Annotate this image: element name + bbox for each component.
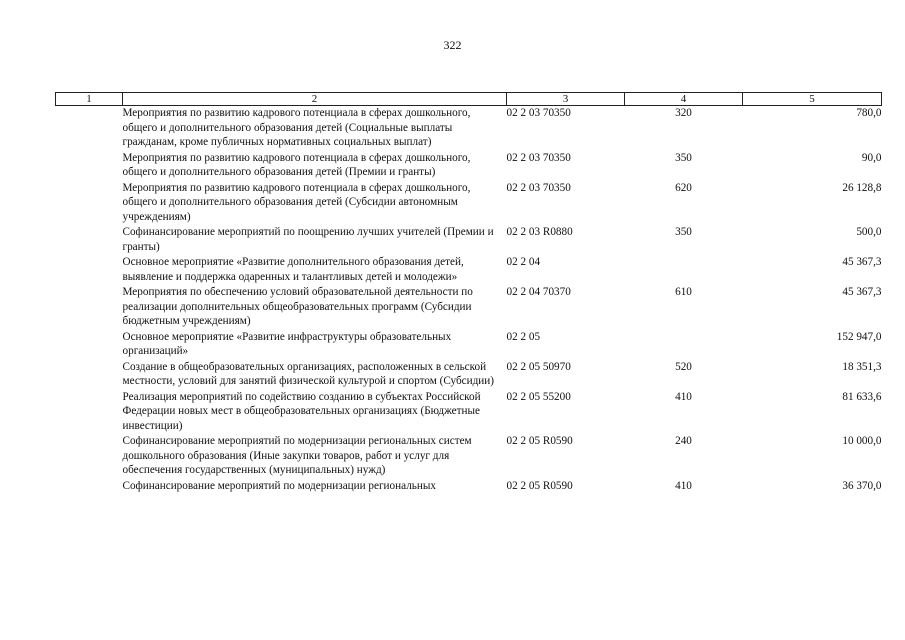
budget-table [55, 92, 882, 494]
table-row [56, 181, 882, 226]
row-amount: 780,0 [856, 107, 882, 119]
row-index-cell [56, 434, 123, 479]
row-index-cell [56, 106, 123, 151]
table-row [56, 285, 882, 330]
table-row [56, 434, 882, 479]
row-amount: 500,0 [856, 226, 882, 238]
row-name: Софинансирование мероприятий по поощрению лучших учителей (Премии и гранты) [122, 226, 494, 253]
row-amount: 90,0 [861, 151, 882, 164]
header-row [56, 93, 882, 106]
row-name: Мероприятия по развитию кадрового потенциала в сферах дошкольного, общего и дополнительного образования детей (Премии и гранты) [122, 151, 471, 178]
row-index-cell [56, 360, 123, 390]
header-col-4: 4 [625, 93, 743, 106]
row-type: 620 [675, 181, 692, 194]
row-type: 320 [675, 107, 692, 119]
row-code: 02 2 03 70350 [506, 151, 571, 164]
row-index-cell [56, 181, 123, 226]
row-index-cell [56, 225, 123, 255]
row-type: 520 [675, 360, 692, 373]
row-code: 02 2 03 70350 [506, 181, 571, 194]
row-name: Мероприятия по развитию кадрового потенциала в сферах дошкольного, общего и дополнительного образования детей (Субсидии автономным учреждениям) [122, 181, 471, 223]
row-type: 350 [675, 226, 692, 238]
row-type: 410 [675, 479, 692, 492]
row-index-cell [56, 151, 123, 181]
row-name: Основное мероприятие «Развитие инфраструктуры образовательных организаций» [122, 330, 452, 357]
table-row [56, 106, 882, 151]
row-type [625, 330, 743, 360]
row-type: 410 [675, 390, 692, 403]
row-amount: 152 947,0 [836, 330, 882, 343]
header-col-1: 1 [56, 93, 123, 106]
page-number: 322 [443, 38, 462, 52]
row-index-cell [56, 330, 123, 360]
row-type: 610 [675, 286, 692, 298]
row-index-cell [56, 285, 123, 330]
row-amount: 45 367,3 [842, 286, 882, 298]
row-type [625, 255, 743, 285]
row-index-cell [56, 255, 123, 285]
header-col-5: 5 [743, 93, 882, 106]
row-amount: 45 367,3 [842, 256, 882, 268]
row-code: 02 2 03 70350 [506, 107, 571, 119]
row-name: Реализация мероприятий по содействию созданию в субъектах Российской Федерации новых мест в общеобразовательных организациях (Бюджетные инвестиции) [122, 390, 481, 432]
row-type: 240 [675, 435, 692, 447]
row-amount: 10 000,0 [842, 435, 882, 447]
row-name: Софинансирование мероприятий по модернизации региональных [122, 479, 436, 492]
row-amount: 18 351,3 [842, 360, 882, 373]
table-row [56, 479, 882, 495]
row-code: 02 2 04 [506, 256, 541, 268]
row-name: Основное мероприятие «Развитие дополнительного образования детей, выявление и поддержка одаренных и талантливых детей и молодежи» [122, 256, 464, 283]
row-code: 02 2 03 R0880 [506, 226, 573, 238]
row-code: 02 2 05 R0590 [506, 479, 573, 492]
row-amount: 81 633,6 [842, 390, 882, 403]
row-type: 350 [675, 151, 692, 164]
table-row [56, 255, 882, 285]
row-name: Создание в общеобразовательных организациях, расположенных в сельской местности, условий для занятий физической культурой и спортом (Субсидии) [122, 360, 494, 387]
table-row [56, 360, 882, 390]
row-code: 02 2 04 70370 [506, 286, 571, 298]
table-row [56, 151, 882, 181]
row-code: 02 2 05 50970 [506, 360, 571, 373]
table-row [56, 225, 882, 255]
table-row [56, 390, 882, 435]
header-col-3: 3 [507, 93, 625, 106]
row-index-cell [56, 390, 123, 435]
row-index-cell [56, 479, 123, 495]
row-amount: 26 128,8 [842, 181, 882, 194]
row-code: 02 2 05 R0590 [506, 435, 573, 447]
header-col-2: 2 [123, 93, 507, 106]
table-row [56, 330, 882, 360]
row-amount: 36 370,0 [842, 479, 882, 492]
row-code: 02 2 05 [506, 330, 541, 343]
row-name: Софинансирование мероприятий по модернизации региональных систем дошкольного образования (Иные закупки товаров, работ и услуг для обеспечения государственных (муниципальных) нужд) [122, 435, 472, 476]
row-code: 02 2 05 55200 [506, 390, 571, 403]
row-name: Мероприятия по развитию кадрового потенциала в сферах дошкольного, общего и дополнительного образования детей (Социальные выплаты гражданам, кроме публичных нормативных социальных выплат) [122, 107, 471, 148]
row-name: Мероприятия по обеспечению условий образовательной деятельности по реализации дополнительных общеобразовательных программ (Субсидии бюджетным учреждениям) [122, 286, 473, 327]
